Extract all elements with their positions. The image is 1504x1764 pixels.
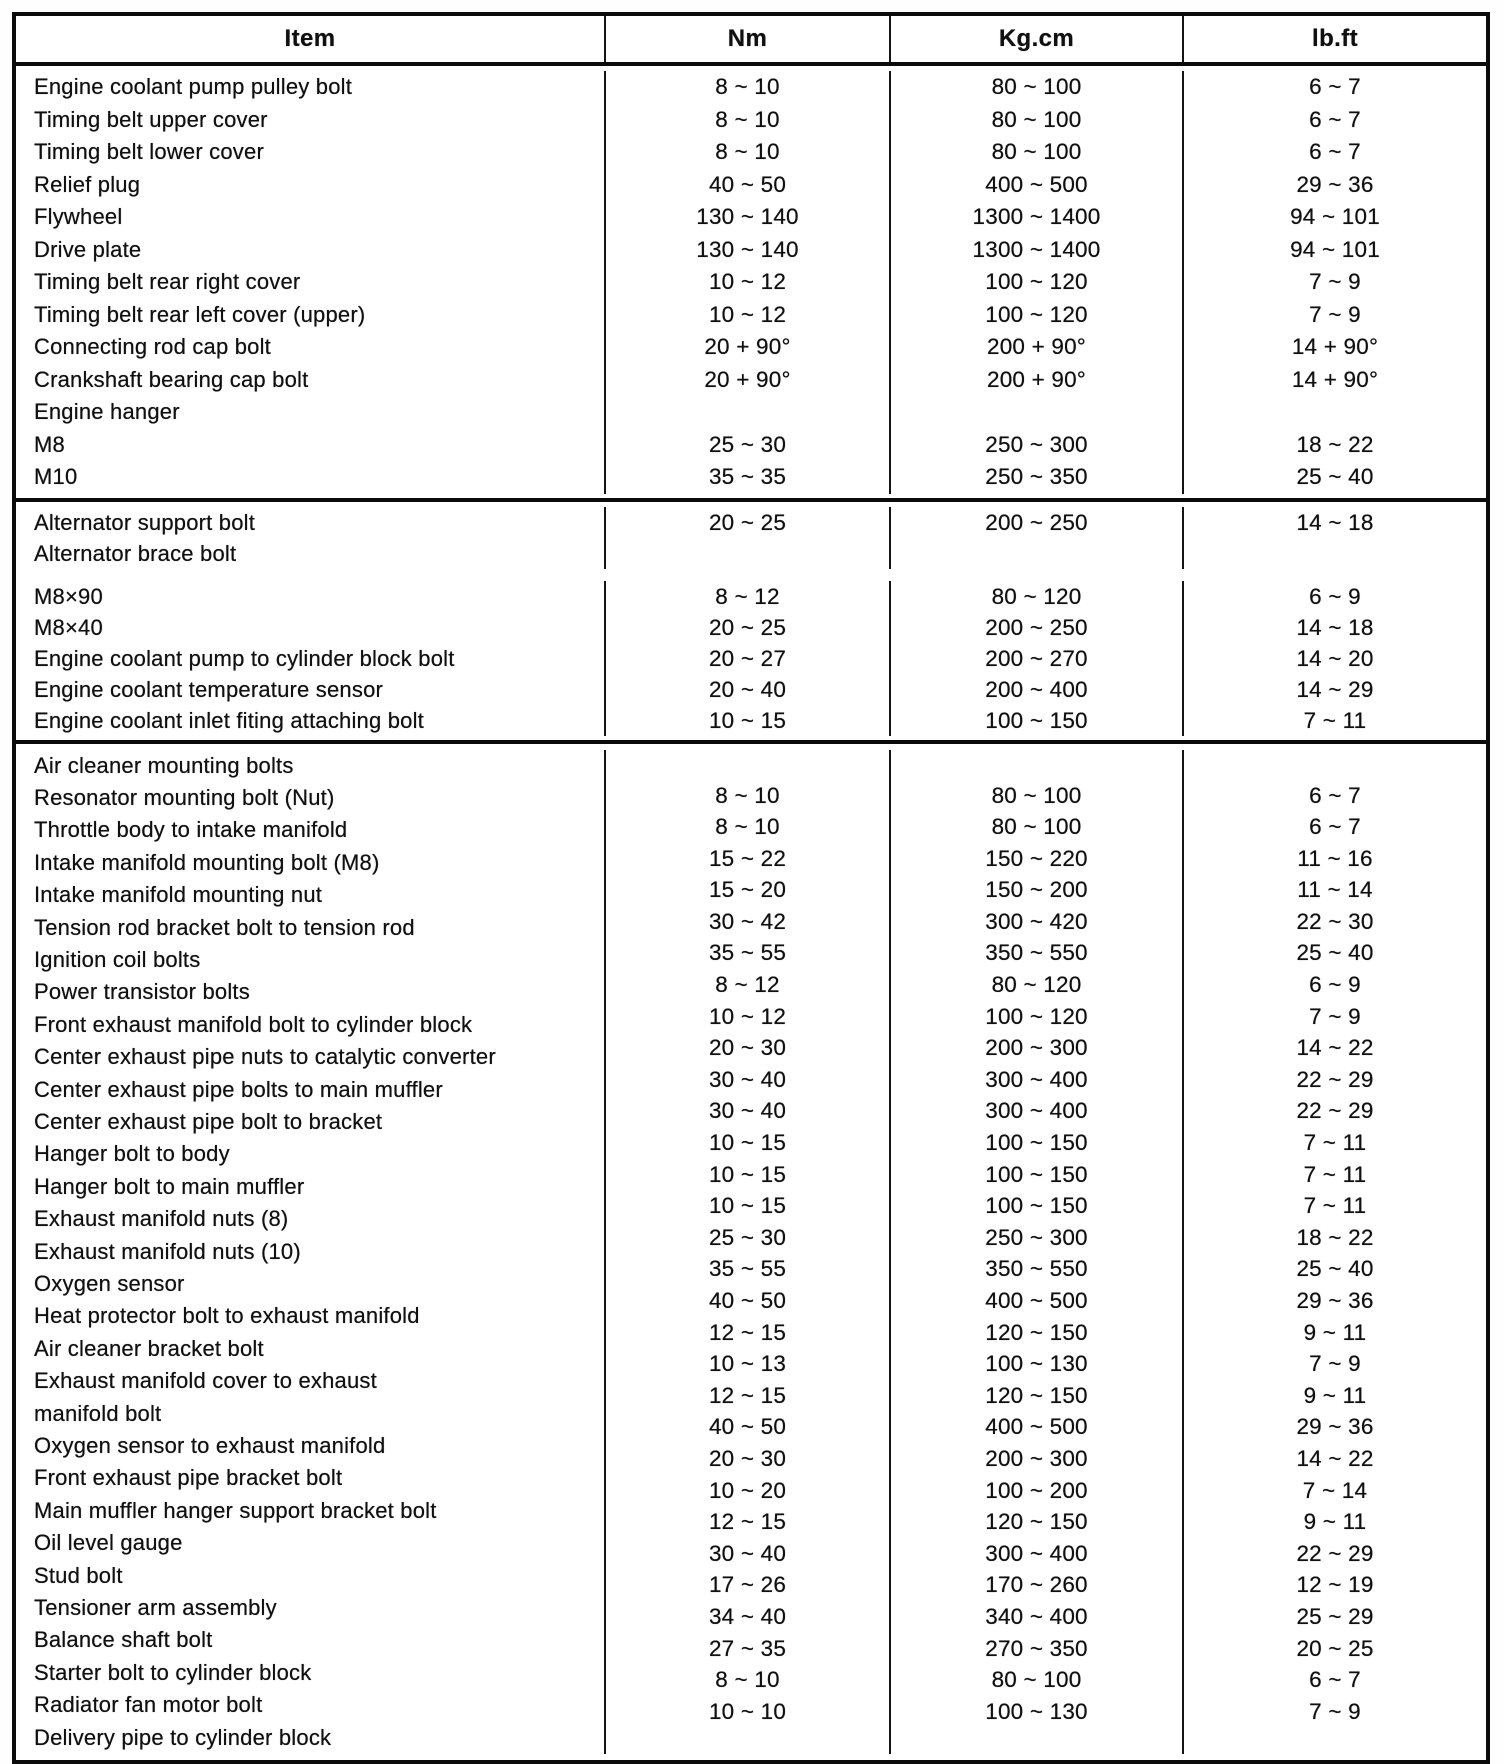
value-column-lbft xyxy=(1182,750,1486,1755)
value-line-nm: 12 ~ 15 xyxy=(708,1382,787,1408)
value-cell-kgcm: 80 ~ 100 xyxy=(889,104,1182,137)
table-row xyxy=(16,612,1486,643)
value-cell-nm: 8 ~ 10 xyxy=(604,104,889,137)
value-line-lbft: 14 ~ 22 xyxy=(1296,1445,1374,1471)
item-line: Front exhaust pipe bracket bolt xyxy=(34,1465,343,1491)
item-cell: M10 xyxy=(34,464,78,489)
value-line-nm: 17 ~ 26 xyxy=(708,1572,787,1598)
value-cell-kgcm: 1300 ~ 1400 xyxy=(889,234,1182,267)
value-line-kgcm: 100 ~ 150 xyxy=(985,1161,1088,1187)
item-cell: Engine coolant inlet fiting attaching bolt xyxy=(34,707,424,733)
value-cell-kgcm: 100 ~ 150 xyxy=(889,705,1182,736)
value-cell-kgcm: 200 + 90° xyxy=(889,364,1182,397)
value-line-lbft: 12 ~ 19 xyxy=(1296,1572,1374,1598)
item-line: Heat protector bolt to exhaust manifold xyxy=(34,1303,420,1329)
item-cell: Flywheel xyxy=(34,204,123,229)
value-cell-nm: 20 ~ 40 xyxy=(604,674,889,705)
value-cell-nm: 130 ~ 140 xyxy=(604,234,889,267)
table-row xyxy=(16,104,1486,137)
item-cell: Engine coolant temperature sensor xyxy=(34,676,384,702)
value-line-nm: 27 ~ 35 xyxy=(708,1635,787,1661)
value-line-kgcm: 270 ~ 350 xyxy=(985,1635,1088,1661)
value-line-nm: 8 ~ 10 xyxy=(715,782,780,808)
item-line: Main muffler hanger support bracket bolt xyxy=(34,1497,437,1523)
item-line: Hanger bolt to main muffler xyxy=(34,1173,305,1199)
value-cell-lbft: 29 ~ 36 xyxy=(1182,169,1486,202)
value-line-lbft: 11 ~ 14 xyxy=(1297,877,1373,903)
value-cell-kgcm: 250 ~ 350 xyxy=(889,461,1182,494)
item-cell: Engine coolant pump to cylinder block bolt xyxy=(34,645,455,671)
item-cell: Alternator brace bolt xyxy=(34,540,237,566)
value-line-nm: 34 ~ 40 xyxy=(708,1603,787,1629)
item-line: Air cleaner mounting bolts xyxy=(34,752,294,778)
value-column-kgcm xyxy=(889,750,1182,1755)
value-cell-nm: 130 ~ 140 xyxy=(604,201,889,234)
item-line: Balance shaft bolt xyxy=(34,1627,213,1653)
item-line: Center exhaust pipe bolts to main muffler xyxy=(34,1076,443,1102)
item-line: Resonator mounting bolt (Nut) xyxy=(34,784,335,810)
value-line-nm: 10 ~ 15 xyxy=(708,1130,787,1156)
value-cell-kgcm: 100 ~ 120 xyxy=(889,299,1182,332)
value-cell-kgcm: 80 ~ 100 xyxy=(889,136,1182,169)
value-line-lbft: 7 ~ 9 xyxy=(1309,1698,1361,1724)
value-line-lbft: 14 ~ 22 xyxy=(1296,1035,1374,1061)
value-line-nm: 10 ~ 20 xyxy=(708,1477,787,1503)
value-line-kgcm: 100 ~ 200 xyxy=(985,1477,1088,1503)
item-line: Starter bolt to cylinder block xyxy=(34,1659,312,1685)
value-line-kgcm: 200 ~ 300 xyxy=(985,1445,1088,1471)
item-cell: Timing belt upper cover xyxy=(34,106,268,132)
item-cell: Engine hanger xyxy=(34,399,180,424)
value-line-nm: 15 ~ 20 xyxy=(708,877,787,903)
value-line-lbft: 7 ~ 9 xyxy=(1309,1351,1361,1377)
table-row xyxy=(16,674,1486,705)
table-row xyxy=(16,136,1486,169)
item-column xyxy=(16,750,604,1755)
value-line-kgcm: 340 ~ 400 xyxy=(985,1603,1088,1629)
value-line-nm: 35 ~ 55 xyxy=(708,1256,787,1282)
value-line-kgcm: 300 ~ 400 xyxy=(985,1098,1088,1124)
item-line: Power transistor bolts xyxy=(34,979,250,1005)
value-cell-kgcm xyxy=(889,538,1182,569)
value-line-lbft: 25 ~ 40 xyxy=(1296,940,1374,966)
value-cell-nm: 20 + 90° xyxy=(604,364,889,397)
value-line-lbft: 7 ~ 11 xyxy=(1303,1130,1367,1156)
value-cell-lbft: 14 ~ 20 xyxy=(1182,643,1486,674)
value-line-lbft: 29 ~ 36 xyxy=(1296,1414,1374,1440)
value-line-lbft: 6 ~ 7 xyxy=(1309,1667,1361,1693)
table-row xyxy=(16,266,1486,299)
value-cell-lbft: 6 ~ 9 xyxy=(1182,581,1486,612)
table-row xyxy=(16,643,1486,674)
value-line-kgcm: 250 ~ 300 xyxy=(985,1224,1088,1250)
value-line-lbft: 22 ~ 29 xyxy=(1296,1540,1374,1566)
value-cell-nm xyxy=(604,538,889,569)
table-row xyxy=(16,538,1486,569)
value-cell-lbft: 25 ~ 40 xyxy=(1182,461,1486,494)
value-cell-kgcm: 1300 ~ 1400 xyxy=(889,201,1182,234)
value-line-lbft: 20 ~ 25 xyxy=(1296,1635,1374,1661)
value-cell-kgcm: 200 ~ 250 xyxy=(889,507,1182,538)
value-cell-lbft: 6 ~ 7 xyxy=(1182,104,1486,137)
value-line-nm: 8 ~ 12 xyxy=(715,972,780,998)
value-line-kgcm: 350 ~ 550 xyxy=(985,1256,1088,1282)
value-line-lbft: 25 ~ 40 xyxy=(1296,1256,1374,1282)
item-line: Intake manifold mounting bolt (M8) xyxy=(34,849,380,875)
value-cell-nm: 40 ~ 50 xyxy=(604,169,889,202)
item-line: Air cleaner bracket bolt xyxy=(34,1335,264,1361)
item-line: Center exhaust pipe bolt to bracket xyxy=(34,1108,383,1134)
value-cell-lbft: 7 ~ 9 xyxy=(1182,299,1486,332)
item-line: Radiator fan motor bolt xyxy=(34,1692,263,1718)
value-cell-lbft: 14 ~ 18 xyxy=(1182,507,1486,538)
table-row xyxy=(16,429,1486,462)
value-cell-nm: 8 ~ 12 xyxy=(604,581,889,612)
item-line: Exhaust manifold cover to exhaust xyxy=(34,1368,377,1394)
item-line: Front exhaust manifold bolt to cylinder block xyxy=(34,1011,473,1037)
table-row xyxy=(16,331,1486,364)
item-cell: M8×40 xyxy=(34,614,103,640)
item-cell: Relief plug xyxy=(34,171,141,197)
value-line-lbft: 22 ~ 29 xyxy=(1296,1066,1374,1092)
value-line-kgcm: 350 ~ 550 xyxy=(985,940,1088,966)
value-line-kgcm: 150 ~ 200 xyxy=(985,877,1088,903)
value-line-nm: 35 ~ 55 xyxy=(708,940,787,966)
value-cell-nm: 25 ~ 30 xyxy=(604,429,889,462)
item-cell: M8×90 xyxy=(34,583,103,609)
value-cell-lbft: 18 ~ 22 xyxy=(1182,429,1486,462)
value-cell-nm: 20 ~ 25 xyxy=(604,507,889,538)
value-line-kgcm: 300 ~ 400 xyxy=(985,1066,1088,1092)
value-line-nm: 10 ~ 15 xyxy=(708,1161,787,1187)
value-cell-kgcm: 250 ~ 300 xyxy=(889,429,1182,462)
value-line-lbft: 25 ~ 29 xyxy=(1296,1603,1374,1629)
item-cell: Alternator support bolt xyxy=(34,509,256,535)
value-line-lbft: 7 ~ 11 xyxy=(1303,1193,1367,1219)
value-line-lbft: 9 ~ 11 xyxy=(1303,1382,1367,1408)
value-line-kgcm: 200 ~ 300 xyxy=(985,1035,1088,1061)
value-line-lbft: 9 ~ 11 xyxy=(1303,1509,1367,1535)
item-line: Tensioner arm assembly xyxy=(34,1595,277,1621)
value-line-kgcm: 80 ~ 120 xyxy=(991,972,1082,998)
value-cell-kgcm: 200 ~ 400 xyxy=(889,674,1182,705)
item-cell: Connecting rod cap bolt xyxy=(34,334,271,359)
table-row xyxy=(16,581,1486,612)
table-row xyxy=(16,299,1486,332)
value-line-kgcm: 150 ~ 220 xyxy=(985,845,1088,871)
value-line-kgcm: 300 ~ 400 xyxy=(985,1540,1088,1566)
table-section-1 xyxy=(16,66,1486,498)
value-line-nm: 12 ~ 15 xyxy=(708,1509,787,1535)
value-cell-nm: 20 ~ 27 xyxy=(604,643,889,674)
value-cell-lbft xyxy=(1182,396,1486,429)
value-line-lbft: 6 ~ 9 xyxy=(1309,972,1361,998)
value-line-nm: 8 ~ 10 xyxy=(715,1667,780,1693)
value-line-kgcm: 100 ~ 150 xyxy=(985,1130,1088,1156)
value-line-lbft: 22 ~ 29 xyxy=(1296,1098,1374,1124)
value-line-kgcm: 170 ~ 260 xyxy=(985,1572,1088,1598)
value-line-kgcm: 300 ~ 420 xyxy=(985,908,1088,934)
value-cell-kgcm: 200 ~ 270 xyxy=(889,643,1182,674)
value-cell-kgcm: 80 ~ 120 xyxy=(889,581,1182,612)
table-row xyxy=(16,71,1486,104)
value-line-nm: 10 ~ 12 xyxy=(708,1003,787,1029)
value-cell-nm: 10 ~ 12 xyxy=(604,299,889,332)
value-line-nm: 12 ~ 15 xyxy=(708,1319,787,1345)
value-cell-nm: 10 ~ 15 xyxy=(604,705,889,736)
table-row xyxy=(16,169,1486,202)
value-cell-lbft: 7 ~ 9 xyxy=(1182,266,1486,299)
item-line: Intake manifold mounting nut xyxy=(34,882,323,908)
value-line-nm: 25 ~ 30 xyxy=(708,1224,787,1250)
item-cell: Drive plate xyxy=(34,236,142,262)
table-row xyxy=(16,705,1486,736)
value-line-nm: 10 ~ 15 xyxy=(708,1193,787,1219)
value-cell-lbft: 14 + 90° xyxy=(1182,331,1486,364)
value-cell-lbft: 94 ~ 101 xyxy=(1182,201,1486,234)
value-line-nm: 10 ~ 10 xyxy=(708,1698,787,1724)
table-sections xyxy=(16,66,1486,1760)
value-line-kgcm: 80 ~ 100 xyxy=(991,1667,1082,1693)
header-cell-lbft: lb.ft xyxy=(1182,16,1486,62)
item-line: Throttle body to intake manifold xyxy=(34,817,348,843)
value-cell-nm xyxy=(604,396,889,429)
table-section-3 xyxy=(16,740,1486,1761)
value-column-nm xyxy=(604,750,889,1755)
value-line-lbft: 7 ~ 14 xyxy=(1302,1477,1368,1503)
table-row xyxy=(16,461,1486,494)
item-line: Oil level gauge xyxy=(34,1530,183,1556)
value-cell-nm: 20 ~ 25 xyxy=(604,612,889,643)
item-cell: Timing belt rear right cover xyxy=(34,269,301,294)
item-cell: Engine coolant pump pulley bolt xyxy=(34,74,353,99)
value-cell-lbft: 14 + 90° xyxy=(1182,364,1486,397)
value-line-lbft: 9 ~ 11 xyxy=(1303,1319,1367,1345)
value-line-lbft: 11 ~ 16 xyxy=(1297,845,1373,871)
value-line-nm: 40 ~ 50 xyxy=(708,1414,787,1440)
value-line-nm: 30 ~ 40 xyxy=(708,1098,787,1124)
value-line-lbft: 6 ~ 7 xyxy=(1309,814,1361,840)
value-line-kgcm: 120 ~ 150 xyxy=(985,1382,1088,1408)
value-line-nm: 20 ~ 30 xyxy=(708,1035,787,1061)
item-cell: M8 xyxy=(34,431,65,457)
value-cell-lbft: 6 ~ 7 xyxy=(1182,71,1486,104)
value-line-nm: 30 ~ 40 xyxy=(708,1540,787,1566)
value-cell-nm: 8 ~ 10 xyxy=(604,136,889,169)
value-cell-lbft: 14 ~ 18 xyxy=(1182,612,1486,643)
table-row xyxy=(16,507,1486,538)
value-cell-lbft: 7 ~ 11 xyxy=(1182,705,1486,736)
item-cell: Crankshaft bearing cap bolt xyxy=(34,366,309,392)
item-line: Ignition coil bolts xyxy=(34,946,201,972)
value-line-nm: 10 ~ 13 xyxy=(708,1351,787,1377)
value-line-lbft: 7 ~ 11 xyxy=(1303,1161,1367,1187)
value-line-nm: 30 ~ 42 xyxy=(708,908,787,934)
value-line-kgcm: 400 ~ 500 xyxy=(985,1288,1088,1313)
value-line-nm: 40 ~ 50 xyxy=(708,1288,787,1313)
table-row xyxy=(16,364,1486,397)
value-cell-nm: 10 ~ 12 xyxy=(604,266,889,299)
table-row xyxy=(16,396,1486,429)
header-cell-item: Item xyxy=(284,25,336,52)
value-line-kgcm: 400 ~ 500 xyxy=(985,1414,1088,1440)
torque-spec-table xyxy=(12,12,1490,1764)
item-line: Hanger bolt to body xyxy=(34,1141,230,1167)
item-line: Oxygen sensor xyxy=(34,1271,185,1296)
table-row xyxy=(16,234,1486,267)
value-cell-lbft: 14 ~ 29 xyxy=(1182,674,1486,705)
value-cell-nm: 35 ~ 35 xyxy=(604,461,889,494)
value-line-lbft: 18 ~ 22 xyxy=(1296,1224,1374,1250)
value-cell-lbft: 94 ~ 101 xyxy=(1182,234,1486,267)
table-section-2 xyxy=(16,498,1486,740)
value-line-lbft: 7 ~ 9 xyxy=(1309,1003,1361,1029)
value-line-nm: 8 ~ 10 xyxy=(715,814,780,840)
table-header-row xyxy=(16,16,1486,66)
item-line: Exhaust manifold nuts (10) xyxy=(34,1238,301,1264)
item-cell: Timing belt lower cover xyxy=(34,139,264,164)
value-line-lbft: 22 ~ 30 xyxy=(1296,908,1374,934)
value-cell-kgcm: 200 ~ 250 xyxy=(889,612,1182,643)
header-cell-kgcm: Kg.cm xyxy=(889,16,1182,62)
item-line: Oxygen sensor to exhaust manifold xyxy=(34,1433,386,1459)
item-line: manifold bolt xyxy=(34,1400,162,1426)
value-cell-lbft xyxy=(1182,538,1486,569)
item-line: Exhaust manifold nuts (8) xyxy=(34,1206,289,1232)
value-cell-nm: 20 + 90° xyxy=(604,331,889,364)
item-line: Tension rod bracket bolt to tension rod xyxy=(34,914,415,940)
item-line: Delivery pipe to cylinder block xyxy=(34,1724,332,1750)
value-line-kgcm: 120 ~ 150 xyxy=(985,1509,1088,1535)
value-line-kgcm: 100 ~ 120 xyxy=(985,1003,1088,1029)
value-line-lbft: 29 ~ 36 xyxy=(1296,1288,1374,1313)
value-cell-kgcm: 200 + 90° xyxy=(889,331,1182,364)
value-cell-kgcm xyxy=(889,396,1182,429)
value-line-kgcm: 80 ~ 100 xyxy=(991,782,1082,808)
value-cell-lbft: 6 ~ 7 xyxy=(1182,136,1486,169)
value-line-kgcm: 100 ~ 130 xyxy=(985,1698,1088,1724)
table-row xyxy=(16,201,1486,234)
value-line-nm: 30 ~ 40 xyxy=(708,1066,787,1092)
value-cell-nm: 8 ~ 10 xyxy=(604,71,889,104)
value-line-kgcm: 100 ~ 130 xyxy=(985,1351,1088,1377)
value-line-lbft: 6 ~ 7 xyxy=(1309,782,1361,808)
value-cell-kgcm: 400 ~ 500 xyxy=(889,169,1182,202)
value-line-nm: 20 ~ 30 xyxy=(708,1445,787,1471)
item-cell: Timing belt rear left cover (upper) xyxy=(34,301,366,327)
value-cell-kgcm: 80 ~ 100 xyxy=(889,71,1182,104)
value-line-nm: 15 ~ 22 xyxy=(708,845,787,871)
item-line: Center exhaust pipe nuts to catalytic converter xyxy=(34,1044,496,1070)
item-line: Stud bolt xyxy=(34,1562,123,1588)
value-line-kgcm: 120 ~ 150 xyxy=(985,1319,1088,1345)
value-cell-kgcm: 100 ~ 120 xyxy=(889,266,1182,299)
value-line-kgcm: 100 ~ 150 xyxy=(985,1193,1088,1219)
value-line-kgcm: 80 ~ 100 xyxy=(991,814,1082,840)
header-cell-nm: Nm xyxy=(604,16,889,62)
